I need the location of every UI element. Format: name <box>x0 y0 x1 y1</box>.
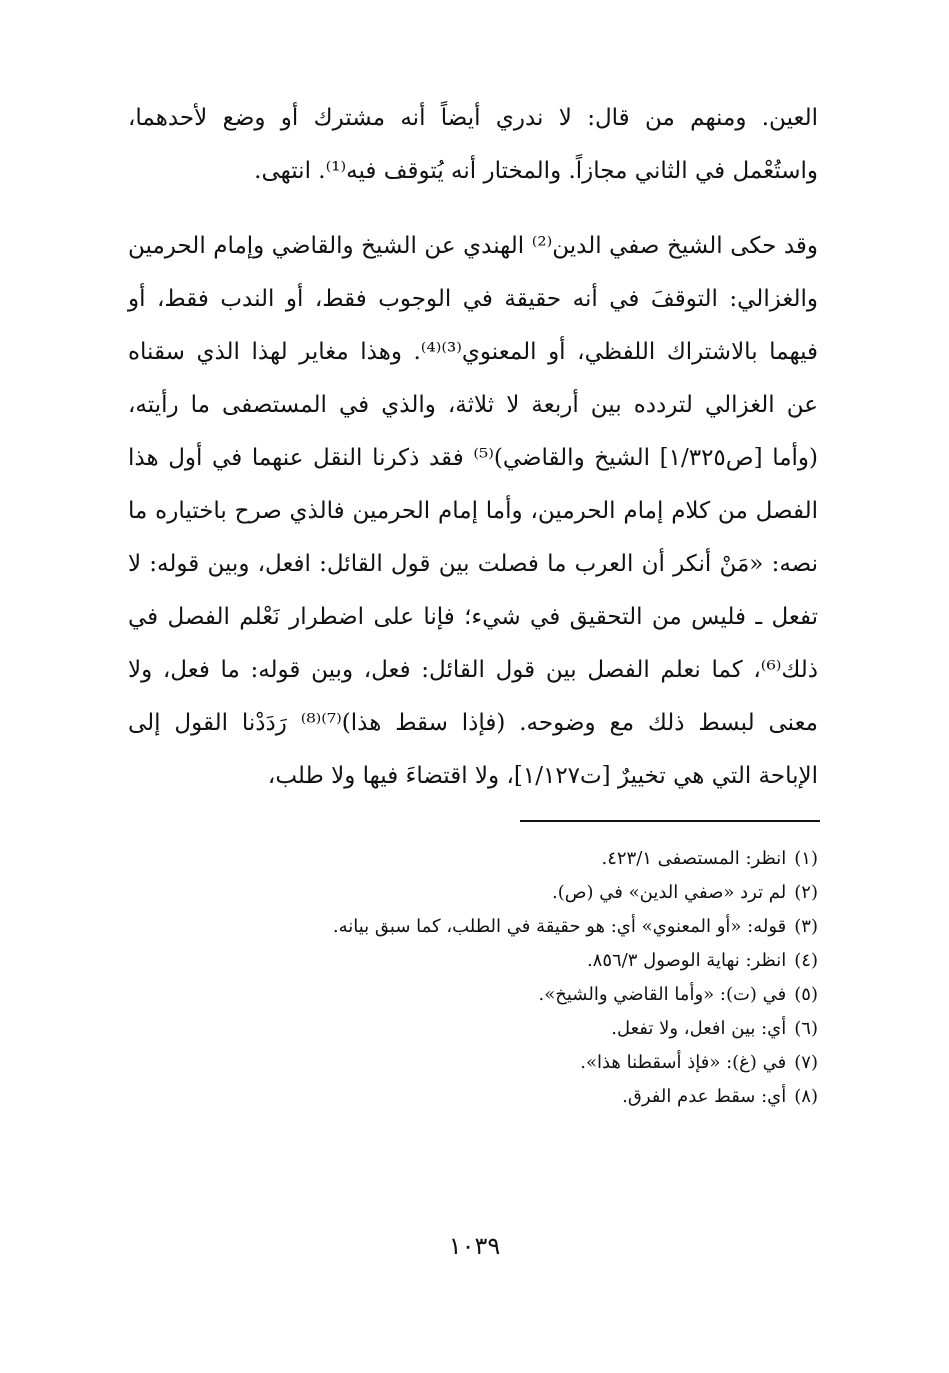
paragraph-2: وقد حكى الشيخ صفي الدين⁽²⁾ الهندي عن الشيخ والقاضي وإمام الحرمين والغزالي: التوقفَ في أنه حقيقة في الوجوب فقط، أو الندب فقط، أو فيهما بالاشتراك اللفظي، أو المعنوي⁽³⁾⁽⁴⁾. وهذا مغاير لهذا الذي سقناه عن الغزالي لتردده بين أربعة لا ثلاثة، والذي في المستصفى ما رأيته، (وأما [ص١/٣٢٥] الشيخ والقاضي)⁽⁵⁾ فقد ذكرنا النقل عنهما في أول هذا الفصل من كلام إمام الحرمين، وأما إمام الحرمين فالذي صرح باختياره ما نصه: «مَنْ أنكر أن العرب ما فصلت بين قول القائل: افعل، وبين قوله: لا تفعل ـ فليس من التحقيق في شيء؛ فإنا على اضطرار نَعْلم الفصل في ذلك⁽⁶⁾، كما نعلم الفصل بين قول القائل: فعل، وبين قوله: ما فعل، ولا معنى لبسط ذلك مع وضوحه. (فإذا سقط هذا)⁽⁷⁾⁽⁸⁾ رَدَدْنا القول إلى الإباحة التي هي تخييرٌ [ت١/١٢٧]، ولا اقتضاءَ فيها ولا طلب، <box>128 233 819 789</box>
footnote-separator <box>520 820 820 822</box>
footnote-item <box>128 944 818 978</box>
footnote-text: انظر: نهاية الوصول ٨٥٦/٣. <box>586 950 787 971</box>
footnote-number: (٣) <box>794 916 818 937</box>
footnote-number: (٤) <box>794 950 818 971</box>
footnote-text: أي: سقط عدم الفرق. <box>622 1086 787 1107</box>
footnote-item <box>128 876 818 910</box>
footnote-item <box>128 842 818 876</box>
footnote-text: في (غ): «فإذ أسقطنا هذا». <box>580 1052 787 1073</box>
footnote-text: أي: بين افعل، ولا تفعل. <box>611 1018 787 1039</box>
footnote-item <box>128 978 818 1012</box>
main-text-block <box>128 92 818 803</box>
paragraph-1: العين. ومنهم من قال: لا ندري أيضاً أنه مشترك أو وضع لأحدهما، واستُعْمل في الثاني مجازاً. والمختار أنه يُتوقف فيه⁽¹⁾. انتهى. <box>128 105 818 184</box>
page-number: ١٠٣٩ <box>448 1232 501 1260</box>
footnote-item <box>128 910 818 944</box>
footnote-text: في (ت): «وأما القاضي والشيخ». <box>538 984 787 1005</box>
footnote-number: (٥) <box>794 984 818 1005</box>
footnotes-list <box>128 842 818 1114</box>
footnote-item <box>128 1080 818 1114</box>
footnote-item <box>128 1046 818 1080</box>
footnote-number: (٧) <box>794 1052 818 1073</box>
footnote-text: قوله: «أو المعنوي» أي: هو حقيقة في الطلب، كما سبق بيانه. <box>332 916 787 937</box>
footnote-number: (٨) <box>794 1086 818 1107</box>
footnote-number: (١) <box>794 848 818 869</box>
footnote-number: (٦) <box>794 1018 818 1039</box>
footnote-text: لم ترد «صفي الدين» في (ص). <box>552 882 787 903</box>
footnote-item <box>128 1012 818 1046</box>
footnote-number: (٢) <box>794 882 818 903</box>
footnote-text: انظر: المستصفى ٤٢٣/١. <box>601 848 787 869</box>
